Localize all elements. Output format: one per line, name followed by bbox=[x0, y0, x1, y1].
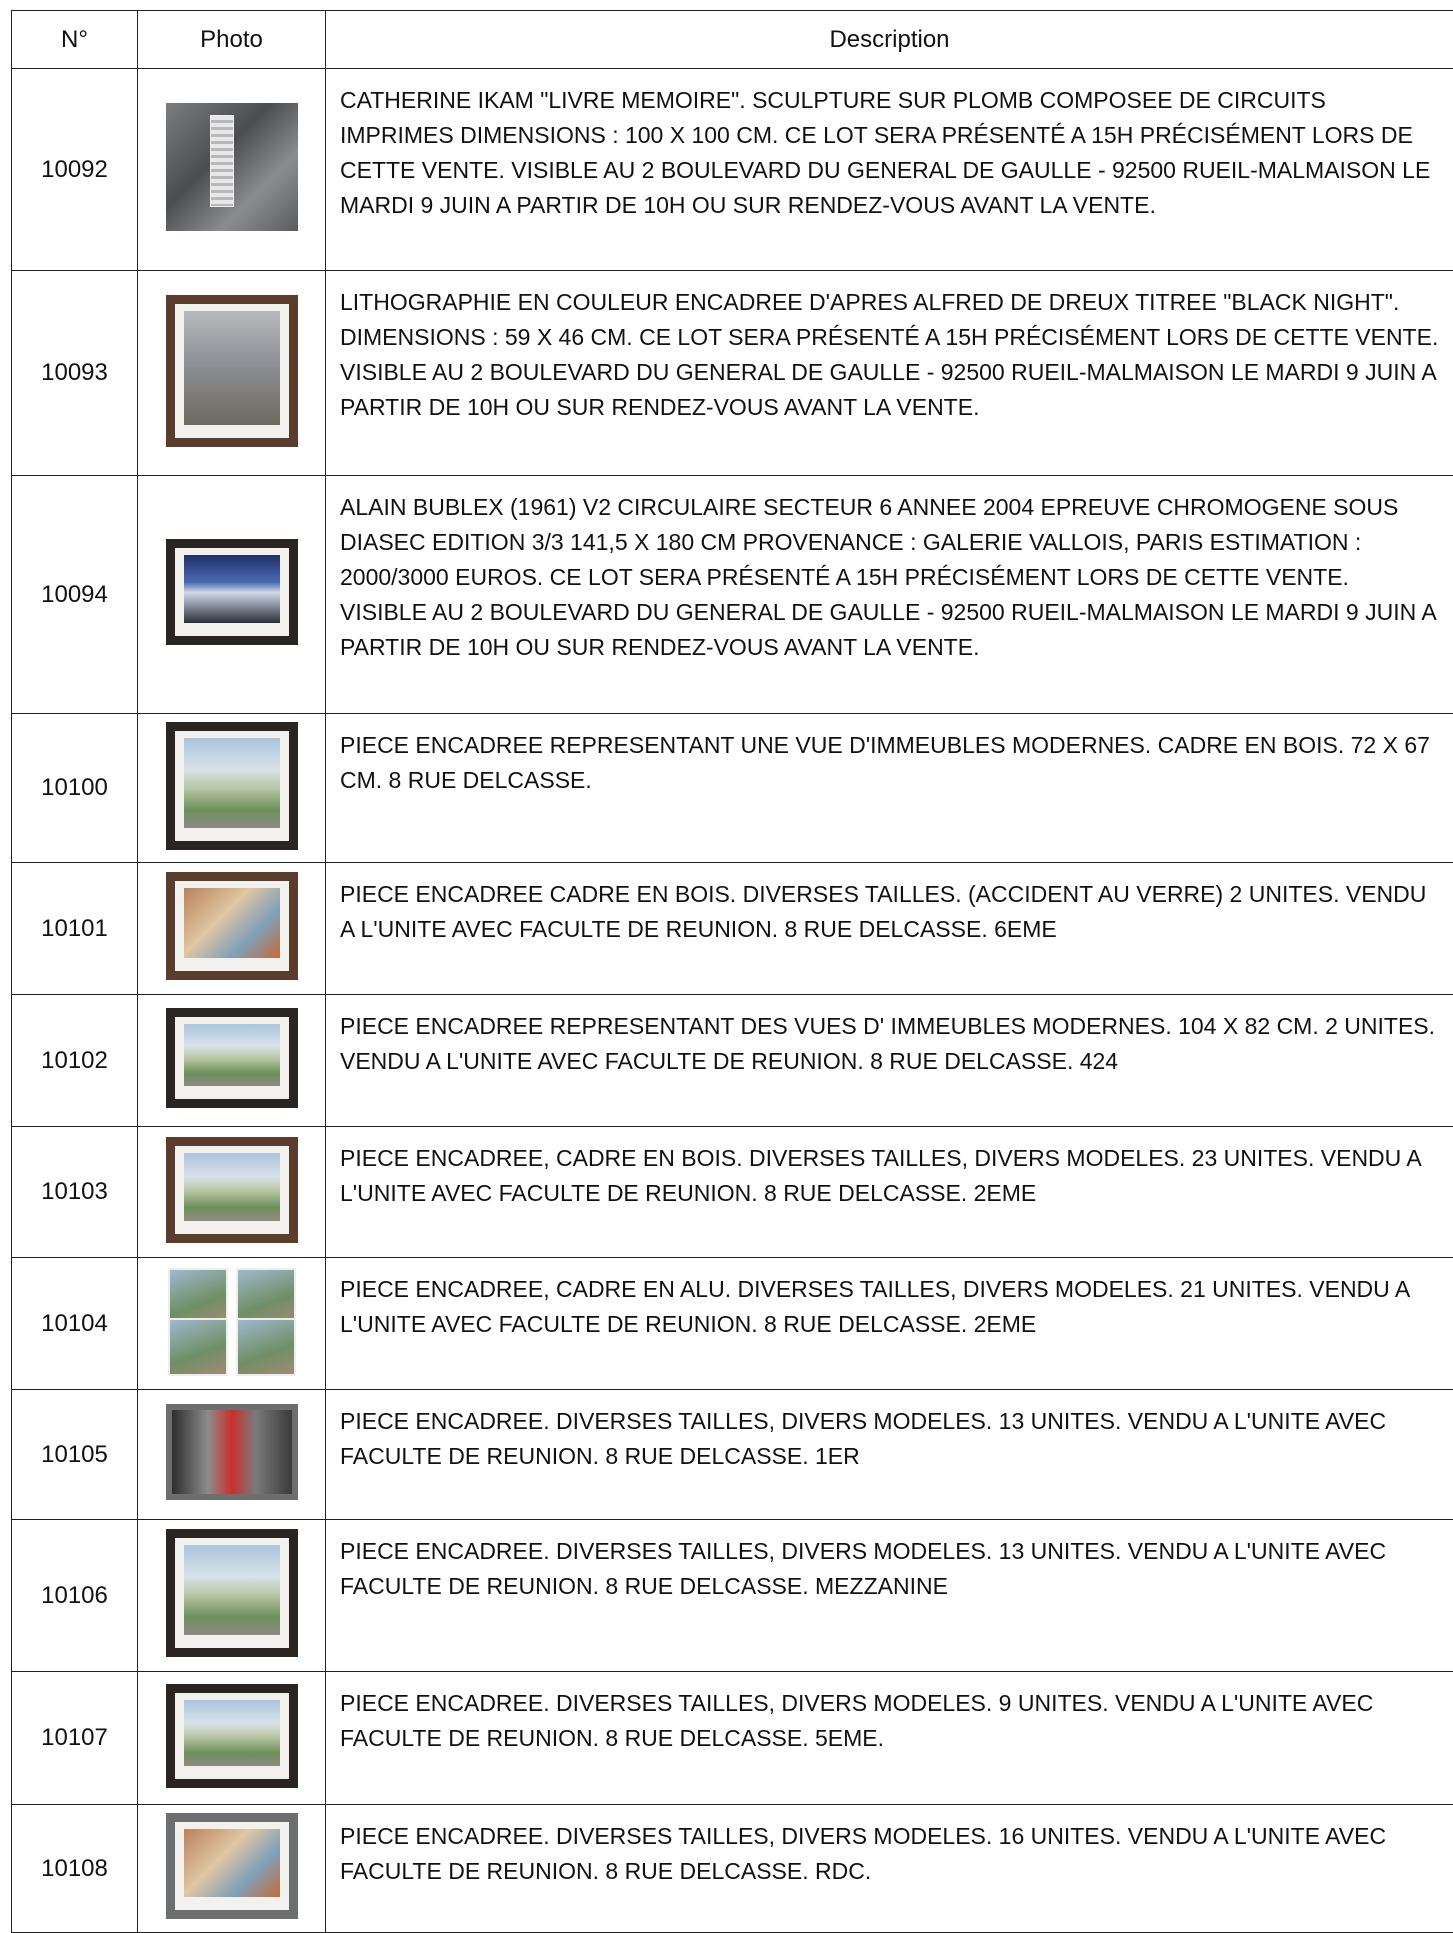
lot-photo-cell bbox=[138, 1390, 326, 1520]
lot-description: PIECE ENCADREE. DIVERSES TAILLES, DIVERS MODELES. 16 UNITES. VENDU A L'UNITE AVEC FACULTE DE REUNION. 8 RUE DELCASSE. RDC. bbox=[326, 1805, 1453, 1933]
table-row bbox=[12, 1258, 1453, 1390]
lot-catalog-sheet bbox=[11, 10, 1453, 1930]
lot-number: 10101 bbox=[12, 863, 138, 995]
lot-description: PIECE ENCADREE CADRE EN BOIS. DIVERSES TAILLES. (ACCIDENT AU VERRE) 2 UNITES. VENDU A L'UNITE AVEC FACULTE DE REUNION. 8 RUE DELCASSE. 6EME bbox=[326, 863, 1453, 995]
header-photo: Photo bbox=[138, 11, 326, 69]
table-row bbox=[12, 1805, 1453, 1933]
lot-description: PIECE ENCADREE REPRESENTANT UNE VUE D'IMMEUBLES MODERNES. CADRE EN BOIS. 72 X 67 CM. 8 RUE DELCASSE. bbox=[326, 714, 1453, 863]
header-row bbox=[12, 11, 1453, 69]
lot-number: 10100 bbox=[12, 714, 138, 863]
lot-description: PIECE ENCADREE. DIVERSES TAILLES, DIVERS MODELES. 9 UNITES. VENDU A L'UNITE AVEC FACULTE DE REUNION. 8 RUE DELCASSE. 5EME. bbox=[326, 1672, 1453, 1805]
lot-description: LITHOGRAPHIE EN COULEUR ENCADREE D'APRES ALFRED DE DREUX TITREE "BLACK NIGHT". DIMENSIONS : 59 X 46 CM. CE LOT SERA PRÉSENTÉ A 15H PRÉCISÉMENT LORS DE CETTE VENTE. VISIBLE AU 2 BOULEVARD DU GENERAL DE GAULLE - 92500 RUEIL-MALMAISON LE MARDI 9 JUIN A PARTIR DE 10H OU SUR RENDEZ-VOUS AVANT LA VENTE. bbox=[326, 271, 1453, 476]
lead-sculpture-icon bbox=[166, 103, 298, 231]
framed-print-icon bbox=[166, 1137, 298, 1243]
lot-description: CATHERINE IKAM "LIVRE MEMOIRE". SCULPTURE SUR PLOMB COMPOSEE DE CIRCUITS IMPRIMES DIMENSIONS : 100 X 100 CM. CE LOT SERA PRÉSENTÉ A 15H PRÉCISÉMENT LORS DE CETTE VENTE. VISIBLE AU 2 BOULEVARD DU GENERAL DE GAULLE - 92500 RUEIL-MALMAISON LE MARDI 9 JUIN A PARTIR DE 10H OU SUR RENDEZ-VOUS AVANT LA VENTE. bbox=[326, 69, 1453, 271]
lot-number: 10094 bbox=[12, 476, 138, 714]
lot-number: 10107 bbox=[12, 1672, 138, 1805]
lot-number: 10108 bbox=[12, 1805, 138, 1933]
table-row bbox=[12, 1520, 1453, 1672]
lot-description: PIECE ENCADREE, CADRE EN ALU. DIVERSES TAILLES, DIVERS MODELES. 21 UNITES. VENDU A L'UNITE AVEC FACULTE DE REUNION. 8 RUE DELCASSE. 2EME bbox=[326, 1258, 1453, 1390]
lot-description: PIECE ENCADREE, CADRE EN BOIS. DIVERSES TAILLES, DIVERS MODELES. 23 UNITES. VENDU A L'UNITE AVEC FACULTE DE REUNION. 8 RUE DELCASSE. 2EME bbox=[326, 1127, 1453, 1258]
lot-description: PIECE ENCADREE REPRESENTANT DES VUES D' IMMEUBLES MODERNES. 104 X 82 CM. 2 UNITES. VENDU A L'UNITE AVEC FACULTE DE REUNION. 8 RUE DELCASSE. 424 bbox=[326, 995, 1453, 1127]
header-num: N° bbox=[12, 11, 138, 69]
lot-description: PIECE ENCADREE. DIVERSES TAILLES, DIVERS MODELES. 13 UNITES. VENDU A L'UNITE AVEC FACULTE DE REUNION. 8 RUE DELCASSE. MEZZANINE bbox=[326, 1520, 1453, 1672]
lot-photo-cell bbox=[138, 1127, 326, 1258]
framed-print-icon bbox=[166, 1529, 298, 1657]
framed-print-icon bbox=[166, 872, 298, 980]
lot-number: 10103 bbox=[12, 1127, 138, 1258]
table-row bbox=[12, 1672, 1453, 1805]
lot-photo-cell bbox=[138, 69, 326, 271]
framed-print-icon bbox=[166, 1813, 298, 1919]
lot-number: 10105 bbox=[12, 1390, 138, 1520]
framed-print-icon bbox=[166, 722, 298, 850]
lot-photo-cell bbox=[138, 271, 326, 476]
framed-print-icon bbox=[166, 1404, 298, 1500]
table-row bbox=[12, 69, 1453, 271]
lot-description: PIECE ENCADREE. DIVERSES TAILLES, DIVERS MODELES. 13 UNITES. VENDU A L'UNITE AVEC FACULTE DE REUNION. 8 RUE DELCASSE. 1ER bbox=[326, 1390, 1453, 1520]
lot-number: 10106 bbox=[12, 1520, 138, 1672]
table-row bbox=[12, 995, 1453, 1127]
lot-photo-cell bbox=[138, 1258, 326, 1390]
table-row bbox=[12, 1127, 1453, 1258]
lot-number: 10093 bbox=[12, 271, 138, 476]
framed-print-icon bbox=[166, 1684, 298, 1788]
lot-table bbox=[11, 10, 1453, 1933]
lot-photo-cell bbox=[138, 1805, 326, 1933]
header-description: Description bbox=[326, 11, 1453, 69]
lot-number: 10102 bbox=[12, 995, 138, 1127]
framed-lithograph-icon bbox=[166, 295, 298, 447]
table-row bbox=[12, 476, 1453, 714]
framed-photograph-icon bbox=[166, 539, 298, 645]
table-row bbox=[12, 1390, 1453, 1520]
lot-photo-cell bbox=[138, 1672, 326, 1805]
lot-number: 10104 bbox=[12, 1258, 138, 1390]
lot-number: 10092 bbox=[12, 69, 138, 271]
lot-photo-cell bbox=[138, 1520, 326, 1672]
lot-photo-cell bbox=[138, 476, 326, 714]
lot-photo-cell bbox=[138, 714, 326, 863]
framed-print-icon bbox=[166, 1008, 298, 1108]
four-frames-icon bbox=[166, 1268, 298, 1374]
table-row bbox=[12, 271, 1453, 476]
table-row bbox=[12, 863, 1453, 995]
lot-description: ALAIN BUBLEX (1961) V2 CIRCULAIRE SECTEUR 6 ANNEE 2004 EPREUVE CHROMOGENE SOUS DIASEC EDITION 3/3 141,5 X 180 CM PROVENANCE : GALERIE VALLOIS, PARIS ESTIMATION : 2000/3000 EUROS. CE LOT SERA PRÉSENTÉ A 15H PRÉCISÉMENT LORS DE CETTE VENTE. VISIBLE AU 2 BOULEVARD DU GENERAL DE GAULLE - 92500 RUEIL-MALMAISON LE MARDI 9 JUIN A PARTIR DE 10H OU SUR RENDEZ-VOUS AVANT LA VENTE. bbox=[326, 476, 1453, 714]
lot-photo-cell bbox=[138, 995, 326, 1127]
lot-photo-cell bbox=[138, 863, 326, 995]
table-row bbox=[12, 714, 1453, 863]
